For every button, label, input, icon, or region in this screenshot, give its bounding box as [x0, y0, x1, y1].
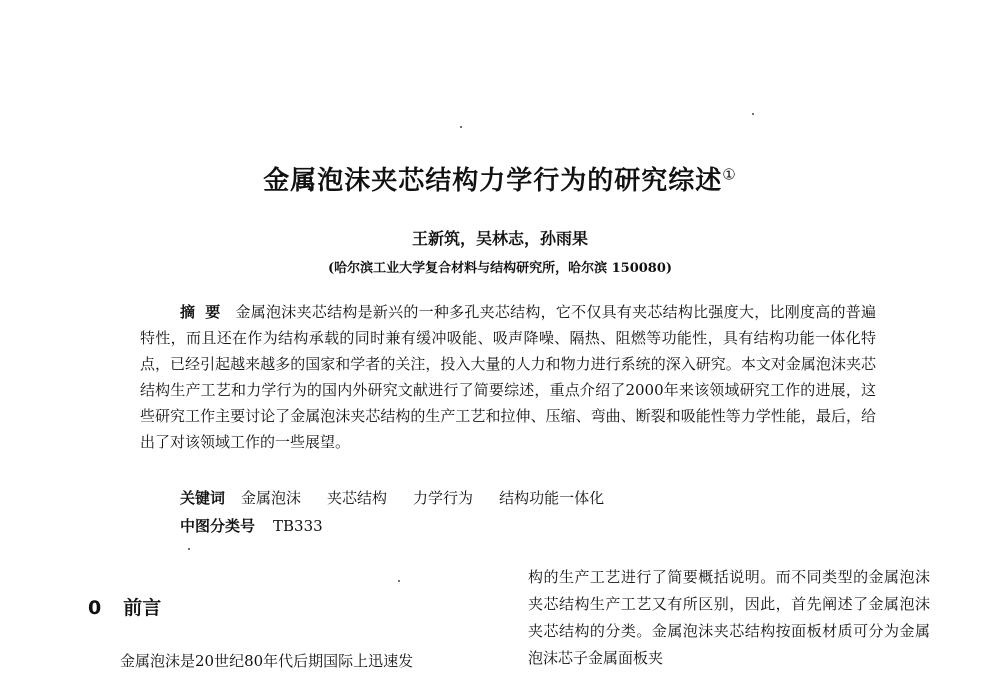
title-footnote-marker: ① — [722, 165, 737, 184]
keyword: 结构功能一体化 — [499, 489, 605, 507]
keyword: 金属泡沫 — [241, 489, 302, 507]
abstract-label: 摘要 — [180, 303, 231, 321]
right-column-text: 构的生产工艺进行了简要概括说明。而不同类型的金属泡沫夹芯结构生产工艺又有所区别，因此，首先阐述了金属泡沫夹芯结构的分类。金属泡沫夹芯结构按面板材质可分为金属泡沫芯子金属面板夹 — [528, 568, 930, 667]
section-heading — [88, 593, 161, 620]
affiliation: (哈尔滨工业大学复合材料与结构研究所，哈尔滨 150080) — [327, 261, 673, 276]
authors: 王新筑，吴林志，孙雨果 — [411, 229, 588, 248]
clc-value: TB333 — [273, 517, 323, 535]
classification-number — [180, 515, 323, 536]
clc-label: 中图分类号 — [180, 517, 256, 535]
left-column-text: 金属泡沫是20世纪80年代后期国际上迅速发 — [120, 652, 414, 670]
scan-speck — [460, 126, 462, 128]
section-title: 前言 — [123, 597, 162, 619]
keyword: 夹芯结构 — [327, 489, 388, 507]
keyword: 力学行为 — [413, 489, 474, 507]
abstract — [140, 299, 876, 455]
scan-speck — [398, 580, 400, 582]
section-number: 0 — [88, 597, 102, 619]
title-text: 金属泡沫夹芯结构力学行为的研究综述 — [263, 166, 723, 196]
keywords-label: 关键词 — [180, 489, 226, 507]
scan-speck — [752, 113, 754, 115]
keywords — [180, 487, 630, 508]
paper-title — [0, 160, 1000, 197]
scan-speck — [188, 548, 190, 550]
abstract-text: 金属泡沫夹芯结构是新兴的一种多孔夹芯结构，它不仅具有夹芯结构比强度大，比刚度高的普遍特性，而且还在作为结构承载的同时兼有缓冲吸能、吸声降噪、隔热、阻燃等功能性，具有结构功能一体化特点，已经引起越来越多的国家和学者的关注，投入大量的人力和物力进行系统的深入研究。本文对金属泡沫夹芯结构生产工艺和力学行为的国内外研究文献进行了简要综述，重点介绍了2000年来该领域研究工作的进展，这些研究工作主要讨论了金属泡沫夹芯结构的生产工艺和拉伸、压缩、弯曲、断裂和吸能性等力学性能，最后，给出了对该领域工作的一些展望。 — [140, 303, 876, 451]
